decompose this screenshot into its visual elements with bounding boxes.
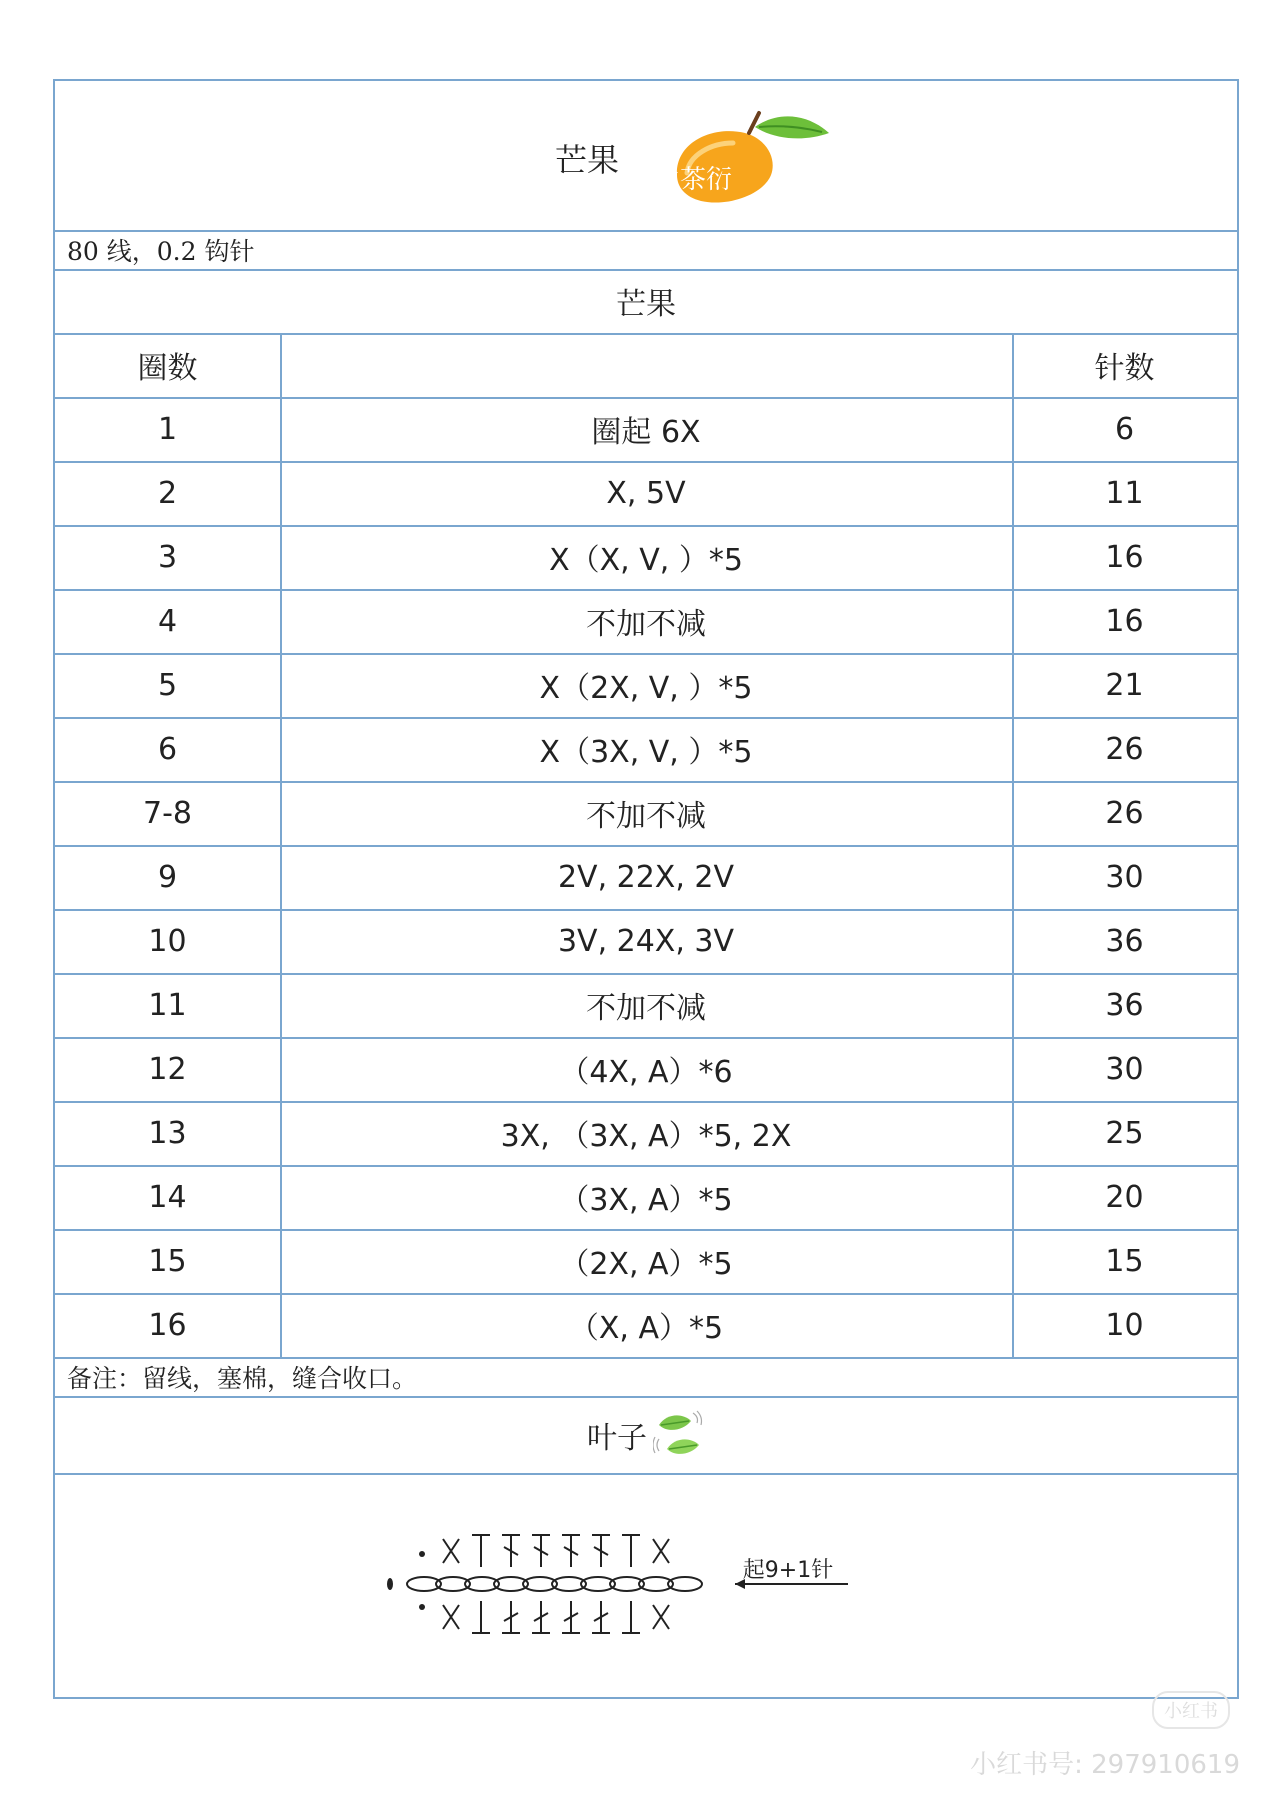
slip-stitch-dot [419,1604,425,1610]
slip-stitch-dot [419,1551,425,1557]
round-cell: 10 [148,923,187,959]
stitch-count-cell: 10 [1105,1307,1144,1343]
stitch-symbol [443,1605,459,1629]
instruction-cell: X（3X, V, ）*5 [539,735,753,770]
stitch-count-cell: 30 [1105,859,1144,895]
stitch-count-cell: 16 [1105,539,1144,575]
instruction-cell: 3V, 24X, 3V [557,923,735,959]
stitch-symbol [532,1601,550,1633]
stitch-symbol [592,1601,610,1633]
chain-count-label: 起9+1针 [742,1558,834,1583]
round-cell: 3 [157,539,178,575]
instruction-cell: X, 5V [606,475,686,511]
stitch-symbol [502,1601,520,1633]
stitch-count-cell: 16 [1105,603,1144,639]
stitch-count-cell: 6 [1114,411,1135,447]
stitch-symbol [562,1535,580,1567]
instruction-cell: X（2X, V, ）*5 [539,671,753,706]
round-cell: 2 [157,475,178,511]
title-header [55,81,1237,231]
pattern-sheet [53,79,1239,1699]
instruction-cell: （2X, A）*5 [559,1247,733,1282]
stitch-symbol [502,1535,520,1567]
instruction-cell: 2V, 22X, 2V [557,859,735,895]
stitch-symbol [653,1539,669,1563]
stitch-count-cell: 20 [1105,1179,1144,1215]
column-header-instruction [280,333,1012,397]
section-title-leaf [55,1396,1237,1473]
instruction-cell: （3X, A）*5 [559,1183,733,1218]
leaf-title-text: 叶子 [587,1420,647,1456]
stitch-symbol [443,1539,459,1563]
leaves-icon [653,1409,705,1461]
stitch-symbol [622,1535,640,1567]
instruction-cell: （4X, A）*6 [559,1055,733,1090]
stitch-symbol [472,1601,490,1633]
stitch-count-cell: 11 [1105,475,1144,511]
stitch-count-cell: 26 [1105,731,1144,767]
watermark-logo: 小红书 [1152,1691,1230,1729]
leaf-diagram-svg [55,1473,1237,1697]
stitch-symbol [562,1601,580,1633]
section-title-mango: 芒果 [616,287,676,322]
instruction-cell: （X, A）*5 [568,1311,724,1346]
finishing-note: 备注：留线，塞棉，缝合收口。 [67,1363,418,1393]
stitch-count-cell: 36 [1105,923,1144,959]
round-cell: 14 [148,1179,187,1215]
round-cell: 9 [157,859,178,895]
column-header-round: 圈数 [137,351,198,386]
round-cell: 12 [148,1051,187,1087]
stitch-count-cell: 25 [1105,1115,1144,1151]
stitch-count-cell: 15 [1105,1243,1144,1279]
start-dot [387,1578,393,1590]
watermark-handle: @山茶衍 [628,165,733,195]
round-cell: 11 [148,987,187,1023]
stitch-symbol [622,1601,640,1633]
round-cell: 1 [157,411,178,447]
stitch-symbol [472,1535,490,1567]
round-cell: 15 [148,1243,187,1279]
column-header-stitches: 针数 [1094,351,1155,386]
instruction-cell: 不加不减 [586,607,706,642]
instruction-cell: 圈起 6X [591,415,701,450]
instruction-cell: 不加不减 [586,799,706,834]
stitch-count-cell: 30 [1105,1051,1144,1087]
leaf-crochet-diagram [55,1473,1237,1697]
round-cell: 16 [148,1307,187,1343]
page-title: 芒果 [555,141,620,179]
stitch-symbol [532,1535,550,1567]
watermark-id: 小红书号: 297910619 [970,1750,1240,1780]
stitch-symbol [653,1605,669,1629]
round-cell: 6 [157,731,178,767]
stitch-symbol [592,1535,610,1567]
round-cell: 5 [157,667,178,703]
instruction-cell: 不加不减 [586,991,706,1026]
instruction-cell: 3X, （3X, A）*5, 2X [500,1119,792,1154]
round-cell: 4 [157,603,178,639]
mango-icon [667,103,837,213]
instruction-cell: X（X, V, ）*5 [549,543,743,578]
materials-note: 80 线，0.2 钩针 [67,236,255,266]
stitch-count-cell: 26 [1105,795,1144,831]
round-cell: 13 [148,1115,187,1151]
stitch-count-cell: 36 [1105,987,1144,1023]
round-cell: 7-8 [143,795,192,831]
stitch-count-cell: 21 [1105,667,1144,703]
